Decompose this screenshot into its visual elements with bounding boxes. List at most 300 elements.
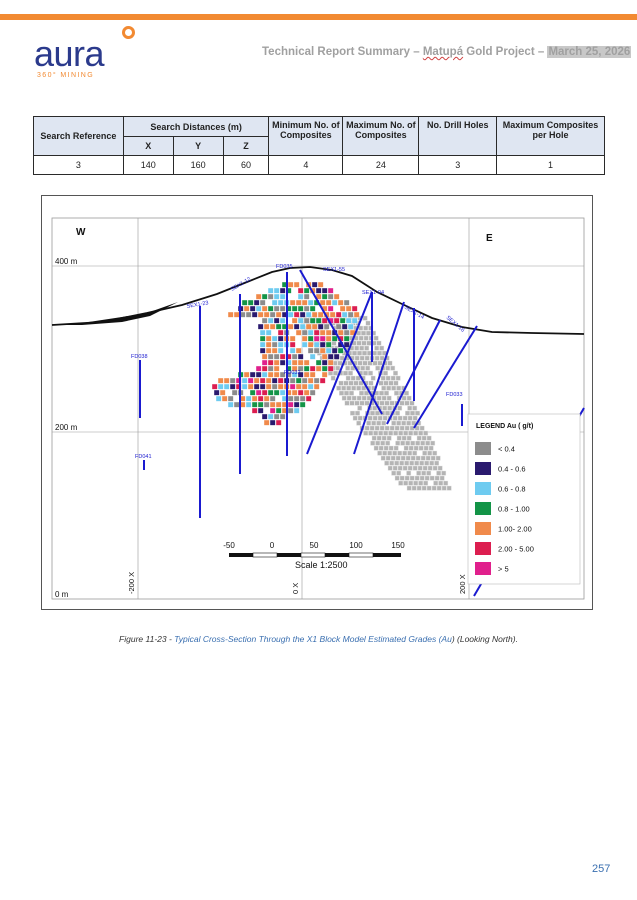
company-logo (34, 28, 154, 84)
table-row (34, 156, 605, 175)
block-grade (276, 312, 281, 317)
block-low-grade (391, 376, 395, 380)
block-grade (266, 336, 271, 341)
block-grade (294, 324, 299, 329)
block-low-grade (352, 396, 356, 400)
report-header-title (262, 46, 631, 58)
block-low-grade (398, 416, 402, 420)
block-low-grade (428, 466, 432, 470)
block-low-grade (399, 431, 403, 435)
block-grade (310, 390, 315, 395)
block-low-grade (388, 406, 392, 410)
block-low-grade (385, 461, 389, 465)
block-low-grade (383, 416, 387, 420)
block-grade (314, 342, 319, 347)
block-grade (268, 294, 273, 299)
header-max-per-hole: Maximum Composites per Hole (497, 117, 605, 156)
block-grade (328, 354, 333, 359)
block-grade (224, 378, 229, 383)
block-low-grade (408, 416, 412, 420)
block-low-grade (376, 441, 380, 445)
block-low-grade (425, 461, 429, 465)
block-grade (338, 330, 343, 335)
page-number: 257 (592, 863, 611, 875)
block-low-grade (395, 411, 399, 415)
block-grade (326, 342, 331, 347)
block-low-grade (375, 356, 379, 360)
block-low-grade (423, 466, 427, 470)
block-low-grade (398, 466, 402, 470)
block-grade (290, 378, 295, 383)
scale-tick-label: -50 (223, 541, 235, 550)
header-max-composites: Maximum No. of Composites (343, 117, 419, 156)
block-grade (272, 348, 277, 353)
block-low-grade (355, 356, 359, 360)
scale-tick-label: 50 (309, 541, 319, 550)
block-low-grade (420, 426, 424, 430)
block-low-grade (403, 466, 407, 470)
block-low-grade (400, 461, 404, 465)
block-grade (280, 414, 285, 419)
block-low-grade (413, 466, 417, 470)
block-low-grade (396, 376, 400, 380)
block-low-grade (367, 341, 371, 345)
block-grade (262, 354, 267, 359)
block-grade (344, 330, 349, 335)
block-low-grade (409, 481, 413, 485)
block-grade (262, 294, 267, 299)
block-low-grade (331, 376, 335, 380)
block-grade (274, 354, 279, 359)
block-grade (254, 384, 259, 389)
block-low-grade (411, 456, 415, 460)
block-low-grade (357, 421, 361, 425)
block-low-grade (380, 426, 384, 430)
block-low-grade (426, 441, 430, 445)
block-grade (296, 330, 301, 335)
block-low-grade (411, 441, 415, 445)
block-grade (312, 324, 317, 329)
block-grade (308, 378, 313, 383)
block-low-grade (404, 446, 408, 450)
block-grade (348, 312, 353, 317)
block-grade (322, 354, 327, 359)
block-grade (276, 420, 281, 425)
block-grade (326, 330, 331, 335)
block-grade (242, 384, 247, 389)
block-grade (264, 324, 269, 329)
legend-swatch (475, 562, 491, 575)
legend-swatch (475, 442, 491, 455)
block-grade (298, 306, 303, 311)
block-grade (260, 384, 265, 389)
cell-max-composites: 24 (343, 156, 419, 175)
block-low-grade (337, 386, 341, 390)
block-grade (264, 420, 269, 425)
block-low-grade (406, 441, 410, 445)
block-low-grade (394, 391, 398, 395)
block-grade (294, 408, 299, 413)
block-grade (298, 390, 303, 395)
block-low-grade (364, 326, 368, 330)
block-low-grade (385, 411, 389, 415)
block-low-grade (357, 386, 361, 390)
block-grade (288, 402, 293, 407)
block-grade (266, 378, 271, 383)
block-grade (268, 372, 273, 377)
block-grade (326, 336, 331, 341)
block-low-grade (364, 336, 368, 340)
block-grade (332, 300, 337, 305)
block-grade (258, 408, 263, 413)
scale-tick-labels (223, 541, 405, 550)
caption-text: Typical Cross-Section Through the X1 Block Model Estimated Grades (Au (174, 634, 452, 644)
block-grade (308, 342, 313, 347)
block-low-grade (392, 471, 396, 475)
block-grade (344, 300, 349, 305)
block-low-grade (384, 446, 388, 450)
block-low-grade (395, 426, 399, 430)
block-low-grade (357, 351, 361, 355)
block-grade (308, 384, 313, 389)
block-low-grade (402, 421, 406, 425)
block-grade (252, 408, 257, 413)
block-grade (252, 312, 257, 317)
elev-400-label: 400 m (55, 257, 78, 266)
block-grade (254, 300, 259, 305)
block-low-grade (397, 386, 401, 390)
block-grade (296, 384, 301, 389)
block-grade (306, 324, 311, 329)
block-low-grade (374, 431, 378, 435)
block-low-grade (377, 436, 381, 440)
block-grade (262, 318, 267, 323)
block-grade (256, 294, 261, 299)
block-grade (310, 366, 315, 371)
block-low-grade (381, 456, 385, 460)
block-grade (230, 378, 235, 383)
block-low-grade (407, 396, 411, 400)
block-low-grade (346, 376, 350, 380)
block-low-grade (405, 476, 409, 480)
block-grade (314, 336, 319, 341)
block-grade (304, 318, 309, 323)
block-low-grade (387, 396, 391, 400)
block-low-grade (350, 401, 354, 405)
grade-blocks (212, 282, 359, 425)
block-grade (304, 294, 309, 299)
block-grade (278, 300, 283, 305)
east-label: E (486, 233, 493, 244)
block-low-grade (355, 411, 359, 415)
block-low-grade (389, 431, 393, 435)
label-sex1-12: SEX1-12 (230, 276, 253, 293)
block-grade (328, 306, 333, 311)
block-grade (292, 354, 297, 359)
block-low-grade (387, 436, 391, 440)
block-grade (304, 288, 309, 293)
block-grade (344, 336, 349, 341)
block-grade (300, 396, 305, 401)
elev-200-label: 200 m (55, 423, 78, 432)
block-low-grade (417, 436, 421, 440)
block-low-grade (393, 371, 397, 375)
block-grade (274, 414, 279, 419)
block-grade (308, 336, 313, 341)
block-low-grade (444, 481, 448, 485)
cell-drill-holes: 3 (419, 156, 497, 175)
block-low-grade (394, 446, 398, 450)
block-low-grade (430, 461, 434, 465)
block-low-grade (402, 436, 406, 440)
block-low-grade (372, 436, 376, 440)
block-grade (312, 282, 317, 287)
block-grade (246, 402, 251, 407)
block-grade (228, 402, 233, 407)
block-low-grade (391, 366, 395, 370)
block-grade (326, 348, 331, 353)
legend-label: 0.6 - 0.8 (498, 484, 526, 494)
block-low-grade (381, 376, 385, 380)
block-low-grade (340, 356, 344, 360)
block-grade (262, 366, 267, 371)
block-grade (268, 414, 273, 419)
block-grade (302, 342, 307, 347)
block-grade (346, 306, 351, 311)
block-grade (352, 318, 357, 323)
block-low-grade (440, 476, 444, 480)
block-low-grade (407, 436, 411, 440)
block-low-grade (433, 451, 437, 455)
block-grade (260, 348, 265, 353)
block-low-grade (373, 361, 377, 365)
block-grade (280, 318, 285, 323)
block-low-grade (382, 421, 386, 425)
legend-label: < 0.4 (498, 444, 515, 454)
block-low-grade (382, 436, 386, 440)
block-low-grade (357, 396, 361, 400)
block-low-grade (369, 431, 373, 435)
block-grade (272, 378, 277, 383)
caption-prefix: Figure 11-23 - (119, 634, 175, 644)
block-low-grade (347, 396, 351, 400)
block-low-grade (417, 471, 421, 475)
block-grade (268, 306, 273, 311)
block-grade (262, 306, 267, 311)
cell-y: 160 (173, 156, 223, 175)
topography-fill (52, 302, 178, 325)
block-grade (294, 396, 299, 401)
block-low-grade (408, 406, 412, 410)
block-low-grade (406, 456, 410, 460)
scale-seg-2 (253, 553, 277, 557)
block-low-grade (419, 431, 423, 435)
block-grade (272, 300, 277, 305)
block-low-grade (344, 391, 348, 395)
block-low-grade (425, 476, 429, 480)
block-grade (290, 300, 295, 305)
block-low-grade (379, 381, 383, 385)
block-grade (308, 330, 313, 335)
block-grade (340, 318, 345, 323)
block-low-grade (405, 426, 409, 430)
block-low-grade (392, 421, 396, 425)
cell-search-reference: 3 (34, 156, 124, 175)
block-grade (344, 342, 349, 347)
scale-tick-label: 0 (269, 541, 275, 550)
block-low-grade (358, 406, 362, 410)
block-low-grade (405, 411, 409, 415)
block-low-grade (405, 401, 409, 405)
caption-end: ) (Looking North). (451, 634, 518, 644)
legend-label: 2.00 - 5.00 (498, 544, 534, 554)
block-low-grade (350, 411, 354, 415)
block-low-grade (398, 451, 402, 455)
block-grade (324, 324, 329, 329)
block-grade (334, 294, 339, 299)
block-low-grade (400, 476, 404, 480)
block-low-grade (410, 411, 414, 415)
block-grade (338, 300, 343, 305)
block-grade (260, 330, 265, 335)
block-low-grade (346, 366, 350, 370)
label-sex1-04: SEX1-04 (362, 290, 385, 296)
block-grade (338, 348, 343, 353)
block-grade (320, 378, 325, 383)
block-low-grade (377, 341, 381, 345)
block-low-grade (389, 446, 393, 450)
block-low-grade (384, 381, 388, 385)
block-grade (304, 372, 309, 377)
block-low-grade (394, 431, 398, 435)
block-low-grade (410, 461, 414, 465)
block-low-grade (413, 416, 417, 420)
legend-label: 0.8 - 1.00 (498, 504, 530, 514)
block-low-grade (422, 486, 426, 490)
block-grade (304, 306, 309, 311)
block-grade (294, 402, 299, 407)
block-low-grade (352, 386, 356, 390)
block-low-grade (397, 421, 401, 425)
block-grade (256, 306, 261, 311)
block-low-grade (342, 386, 346, 390)
block-grade (218, 378, 223, 383)
block-grade (290, 384, 295, 389)
block-low-grade (345, 401, 349, 405)
block-low-grade (414, 431, 418, 435)
block-grade (302, 300, 307, 305)
block-grade (280, 288, 285, 293)
block-grade (310, 354, 315, 359)
block-grade (304, 366, 309, 371)
block-low-grade (400, 401, 404, 405)
block-low-grade (401, 456, 405, 460)
block-low-grade (357, 341, 361, 345)
logo-ring-icon (122, 26, 135, 39)
title-suffix: Gold Project – (463, 46, 548, 58)
block-low-grade (389, 381, 393, 385)
block-grade (270, 312, 275, 317)
block-low-grade (398, 406, 402, 410)
block-low-grade (385, 401, 389, 405)
block-low-grade (415, 411, 419, 415)
block-low-grade (370, 411, 374, 415)
block-grade (228, 396, 233, 401)
block-low-grade (366, 366, 370, 370)
block-grade (292, 360, 297, 365)
block-low-grade (386, 366, 390, 370)
x-200-label: 200 X (458, 574, 467, 594)
block-grade (276, 408, 281, 413)
block-low-grade (372, 421, 376, 425)
block-low-grade (394, 381, 398, 385)
block-grade (288, 312, 293, 317)
block-grade (336, 312, 341, 317)
block-grade (262, 372, 267, 377)
block-low-grade (363, 316, 367, 320)
block-low-grade (424, 431, 428, 435)
block-grade (230, 384, 235, 389)
header-y: Y (173, 137, 223, 156)
block-low-grade (339, 391, 343, 395)
block-low-grade (377, 396, 381, 400)
block-low-grade (432, 486, 436, 490)
block-grade (256, 372, 261, 377)
block-low-grade (333, 371, 337, 375)
block-grade (290, 336, 295, 341)
block-grade (278, 378, 283, 383)
scale-seg-3 (277, 553, 301, 557)
block-low-grade (397, 436, 401, 440)
block-grade (304, 390, 309, 395)
block-grade (242, 300, 247, 305)
block-low-grade (393, 416, 397, 420)
block-grade (288, 396, 293, 401)
legend-label: 0.4 - 0.6 (498, 464, 526, 474)
scale-seg-4 (301, 553, 325, 557)
block-grade (302, 336, 307, 341)
block-low-grade (403, 451, 407, 455)
block-low-grade (369, 381, 373, 385)
drill-hole-sex1-16 (414, 326, 477, 428)
header-z: Z (223, 137, 269, 156)
label-sex1-23: SEX1-23 (186, 300, 210, 310)
block-grade (266, 342, 271, 347)
label-fd041: FD041 (135, 454, 152, 460)
block-grade (318, 312, 323, 317)
block-grade (322, 372, 327, 377)
block-grade (314, 378, 319, 383)
block-low-grade (384, 391, 388, 395)
block-low-grade (438, 466, 442, 470)
block-low-grade (371, 441, 375, 445)
block-low-grade (374, 336, 378, 340)
block-grade (258, 324, 263, 329)
block-low-grade (380, 356, 384, 360)
block-low-grade (386, 376, 390, 380)
block-low-grade (390, 401, 394, 405)
block-grade (320, 330, 325, 335)
block-low-grade (386, 456, 390, 460)
block-low-grade (381, 441, 385, 445)
label-sex1-14: SEX1-14 (403, 304, 426, 321)
label-fd032: FD032 (284, 370, 301, 376)
block-grade (260, 300, 265, 305)
block-grade (276, 402, 281, 407)
label-fd033: FD033 (446, 392, 463, 398)
block-grade (258, 396, 263, 401)
block-low-grade (367, 421, 371, 425)
